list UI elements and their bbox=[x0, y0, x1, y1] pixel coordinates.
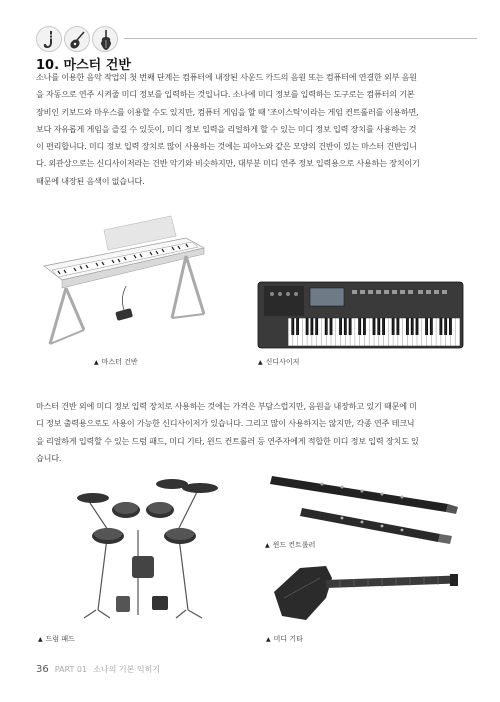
page-footer bbox=[36, 664, 160, 675]
paragraph-line: 마스터 건반 외에 미디 정보 입력 장치로 사용하는 것에는 가격은 부담스럽지만, 음원을 내장하고 있기 때문에 미 bbox=[36, 401, 417, 411]
paragraph-line: 보다 자유롭게 게임을 즐길 수 있듯이, 미디 정보 입력을 리얼하게 할 수 있는 미디 정보 입력 장치를 사용하는 것 bbox=[36, 123, 417, 134]
caption-synthesizer: ▲ 신디사이저 bbox=[258, 358, 300, 366]
page-number: 36 bbox=[36, 664, 49, 675]
paragraph-line: 이 편리합니다. 미디 정보 입력 장치로 많이 사용하는 것에는 피아노와 같은 모양의 건반이 있는 마스터 건반입니 bbox=[36, 141, 417, 152]
violin-icon bbox=[92, 26, 118, 52]
paragraph-line: 을 자동으로 연주 시켜줄 미디 정보를 입력하는 것입니다. 소나에 미디 정보를 입력하는 도구로는 컴퓨터의 기본 bbox=[36, 89, 415, 100]
caption-master-keyboard: ▲ 마스터 건반 bbox=[94, 358, 138, 366]
paragraph-line: 을 리얼하게 입력할 수 있는 드럼 패드, 미디 기타, 윈드 컨트롤러 등 연주자에게 적합한 미디 정보 입력 장치도 있 bbox=[36, 435, 419, 446]
paragraph-line: 습니다. bbox=[36, 452, 62, 463]
paragraph-line: 때문에 내장된 음색이 없습니다. bbox=[36, 175, 145, 186]
synthesizer-image bbox=[258, 282, 463, 352]
section-title: 10. 마스터 건반 bbox=[36, 58, 131, 73]
caption-drum-pad: ▲ 드럼 패드 bbox=[38, 635, 75, 643]
wind-controller-image bbox=[262, 470, 462, 550]
midi-guitar-image bbox=[270, 558, 460, 628]
caption-midi-guitar: ▲ 미디 기타 bbox=[266, 635, 303, 643]
paragraph-line: 장비인 키보드와 마우스를 이용할 수도 있지만, 컴퓨터 게임을 할 때 '조이스틱'이라는 게임 컨트롤러를 이용하면, bbox=[36, 106, 419, 117]
chapter-title: 소나의 기본 익히기 bbox=[93, 665, 161, 674]
paragraph-line: 다. 외관상으로는 신디사이저라는 건반 악기와 비슷하지만, 대부분 미디 연주 정보 입력용으로 사용하는 장치이기 bbox=[36, 158, 420, 169]
part-label: PART 01 bbox=[54, 665, 88, 674]
header-rule bbox=[124, 38, 477, 39]
intro-paragraph bbox=[36, 69, 464, 190]
guitar-icon bbox=[64, 26, 90, 52]
saxophone-icon bbox=[36, 26, 62, 52]
paragraph-line: 소나를 이용한 음악 작업의 첫 번째 단계는 컴퓨터에 내장된 사운드 카드의 음원 또는 컴퓨터에 연결한 외부 음원 bbox=[36, 72, 417, 82]
caption-wind-controller: ▲ 윈드 컨트롤러 bbox=[265, 541, 316, 549]
paragraph-line: 디 정보 출력용으로도 사용이 가능한 신디사이저가 있습니다. 그리고 많이 사용하지는 않지만, 각종 연주 테크닉 bbox=[36, 418, 415, 429]
drum-pad-image bbox=[68, 470, 228, 620]
second-paragraph bbox=[36, 398, 464, 467]
master-keyboard-image bbox=[36, 210, 226, 350]
